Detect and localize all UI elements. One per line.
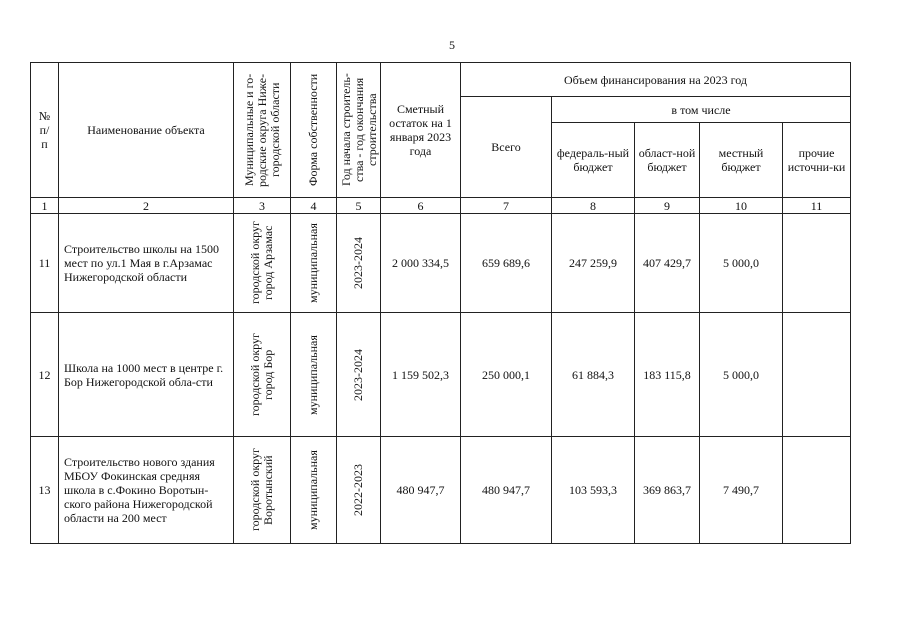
table-row <box>31 313 851 437</box>
header-municipality <box>234 63 291 198</box>
row-regional: 407 429,7 <box>635 214 700 313</box>
header-including: в том числе <box>552 97 851 123</box>
row-other <box>783 437 851 544</box>
row-balance: 480 947,7 <box>381 437 461 544</box>
row-total: 659 689,6 <box>461 214 552 313</box>
column-number: 8 <box>552 198 635 214</box>
row-municipality-text: городской округ город Арзамас <box>248 221 275 305</box>
row-years <box>337 313 381 437</box>
column-number: 11 <box>783 198 851 214</box>
row-ownership <box>291 437 337 544</box>
row-regional: 369 863,7 <box>635 437 700 544</box>
header-num: № п/ п <box>31 63 59 198</box>
header-municipality-text: Муниципальные и го-родские округа Ниже-городской области <box>241 73 282 187</box>
row-local: 7 490,7 <box>700 437 783 544</box>
row-years <box>337 214 381 313</box>
row-municipality <box>234 214 291 313</box>
row-ownership-text: муниципальная <box>306 334 320 415</box>
column-number: 4 <box>291 198 337 214</box>
column-number: 1 <box>31 198 59 214</box>
header-ownership <box>291 63 337 198</box>
header-local: местный бюджет <box>700 123 783 198</box>
row-ownership-text: муниципальная <box>306 450 320 530</box>
header-other: прочие источни-ки <box>783 123 851 198</box>
row-federal: 103 593,3 <box>552 437 635 544</box>
row-other <box>783 313 851 437</box>
table-row <box>31 437 851 544</box>
header-total: Всего <box>461 97 552 198</box>
column-number: 9 <box>635 198 700 214</box>
header-financing: Объем финансирования на 2023 год <box>461 63 851 97</box>
row-num: 13 <box>31 437 59 544</box>
column-number: 7 <box>461 198 552 214</box>
financing-table <box>30 62 851 544</box>
row-years <box>337 437 381 544</box>
row-municipality-text: городской округ Воротынский <box>248 448 275 532</box>
column-number: 10 <box>700 198 783 214</box>
row-ownership <box>291 214 337 313</box>
header-balance: Сметный остаток на 1 января 2023 года <box>381 63 461 198</box>
column-number: 2 <box>59 198 234 214</box>
row-num: 11 <box>31 214 59 313</box>
row-municipality <box>234 313 291 437</box>
row-other <box>783 214 851 313</box>
table-row <box>31 214 851 313</box>
row-num: 12 <box>31 313 59 437</box>
row-years-text: 2023-2024 <box>351 348 365 401</box>
row-balance: 1 159 502,3 <box>381 313 461 437</box>
row-years-text: 2022-2023 <box>351 464 365 516</box>
page-number: 5 <box>449 38 455 52</box>
row-municipality <box>234 437 291 544</box>
row-regional: 183 115,8 <box>635 313 700 437</box>
row-name: Строительство нового здания МБОУ Фокинская средняя школа в с.Фокино Воротын-ского района Нижегородской области на 200 мест <box>59 437 234 544</box>
header-ownership-text: Форма собственности <box>306 73 320 187</box>
row-name: Строительство школы на 1500 мест по ул.1 Мая в г.Арзамас Нижегородской области <box>59 214 234 313</box>
header-years <box>337 63 381 198</box>
row-federal: 61 884,3 <box>552 313 635 437</box>
header-name: Наименование объекта <box>59 63 234 198</box>
row-total: 480 947,7 <box>461 437 552 544</box>
row-total: 250 000,1 <box>461 313 552 437</box>
row-federal: 247 259,9 <box>552 214 635 313</box>
row-ownership-text: муниципальная <box>306 223 320 303</box>
row-local: 5 000,0 <box>700 214 783 313</box>
row-years-text: 2023-2024 <box>351 237 365 289</box>
column-number-row <box>31 198 851 214</box>
header-years-text: Год начала строитель-ства - год окончания строительства <box>339 73 379 187</box>
column-number: 3 <box>234 198 291 214</box>
row-ownership <box>291 313 337 437</box>
row-municipality-text: городской округ город Бор <box>248 333 275 416</box>
row-local: 5 000,0 <box>700 313 783 437</box>
column-number: 5 <box>337 198 381 214</box>
row-balance: 2 000 334,5 <box>381 214 461 313</box>
column-number: 6 <box>381 198 461 214</box>
row-name: Школа на 1000 мест в центре г. Бор Нижегородской обла-сти <box>59 313 234 437</box>
header-regional: област-ной бюджет <box>635 123 700 198</box>
header-federal: федераль-ный бюджет <box>552 123 635 198</box>
